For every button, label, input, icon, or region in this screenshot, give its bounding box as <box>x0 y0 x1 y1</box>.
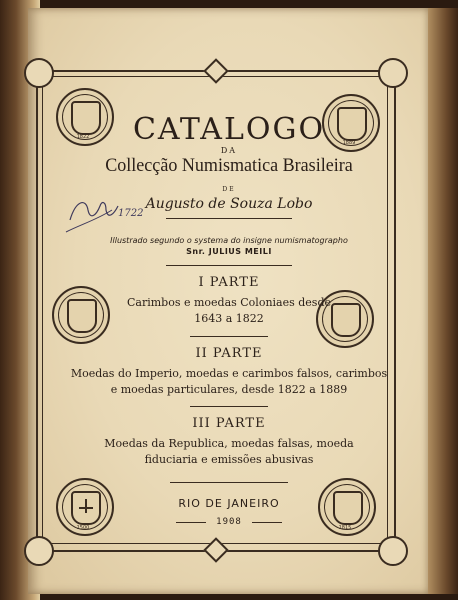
divider-rule <box>190 406 268 407</box>
part-3-title: III PARTE <box>192 416 266 431</box>
part-3-line-2: fiduciaria e emissões abusivas <box>144 453 314 466</box>
seal-year-bottom-right: 1815 <box>338 525 352 531</box>
title-connector-de: DE <box>222 186 236 193</box>
part-2-line-2: e moedas particulares, desde 1822 a 1889 <box>110 383 348 396</box>
book-title: CATALOGO <box>132 112 326 147</box>
year-ornament-right <box>252 522 282 523</box>
part-1-title: I PARTE <box>198 275 260 290</box>
divider-rule <box>190 336 268 337</box>
seal-year-bottom-left: 1500 <box>76 525 90 531</box>
book-subtitle: Collecção Numismatica Brasileira <box>105 155 353 176</box>
part-1-line-1: Carimbos e moedas Coloniaes desde <box>126 296 332 309</box>
frame-corner-ornament-bottom-left <box>24 536 54 566</box>
meili-credit: Snr. JULIUS MEILI <box>186 247 272 256</box>
illustration-credit: Illustrado segundo o systema do insigne numismatographo <box>110 236 348 245</box>
seal-year-top-left: 1822 <box>76 134 90 140</box>
part-1-line-2: 1643 a 1822 <box>194 312 264 325</box>
part-3-line-1: Moedas da Republica, moedas falsas, moeda <box>104 437 354 450</box>
part-2-title: II PARTE <box>195 346 263 361</box>
divider-rule <box>166 265 292 266</box>
divider-rule <box>166 218 292 219</box>
part-2-line-1: Moedas do Imperio, moedas e carimbos falsos, carimbos <box>70 367 388 380</box>
frame-corner-ornament-bottom-right <box>378 536 408 566</box>
imprint-city: RIO DE JANEIRO <box>178 497 280 510</box>
handwritten-number: 1722 <box>118 208 144 219</box>
seal-year-top-right: 1889 <box>342 140 356 146</box>
title-connector-da: DA <box>220 146 238 155</box>
imprint-year: 1908 <box>216 517 242 527</box>
divider-rule <box>170 482 288 483</box>
frame-corner-ornament-top-right <box>378 58 408 88</box>
book-author: Augusto de Souza Lobo <box>145 196 313 212</box>
frame-corner-ornament-top-left <box>24 58 54 88</box>
